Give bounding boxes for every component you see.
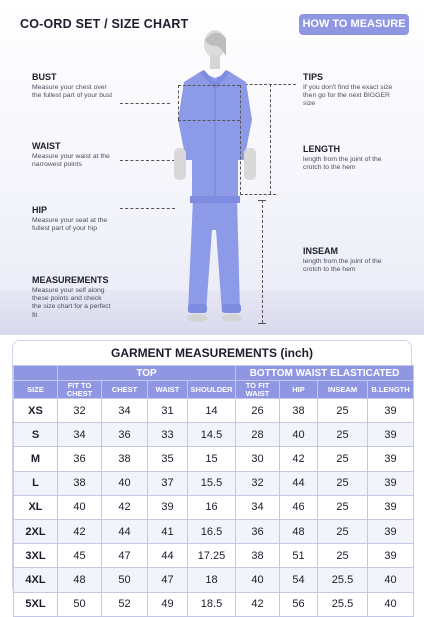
table-cell: 25 xyxy=(318,423,368,447)
table-cell: 34 xyxy=(236,495,280,519)
group-bottom: BOTTOM WAIST ELASTICATED xyxy=(236,366,414,381)
table-cell: 39 xyxy=(368,423,414,447)
table-cell: 31 xyxy=(148,399,188,423)
bust-guide-left xyxy=(178,85,179,120)
size-chart-table xyxy=(12,340,412,611)
table-cell: 38 xyxy=(58,471,102,495)
table-cell: 40 xyxy=(102,471,148,495)
table-cell: 42 xyxy=(236,592,280,616)
table-row xyxy=(14,423,414,447)
table-cell: 50 xyxy=(102,568,148,592)
table-cell: 25 xyxy=(318,447,368,471)
table-cell: 39 xyxy=(368,519,414,543)
group-spacer xyxy=(14,366,58,381)
table-cell: 44 xyxy=(102,519,148,543)
measurements-desc: Measure your self along these points and check the size chart for a perfect fit xyxy=(32,287,111,319)
table-cell: 52 xyxy=(102,592,148,616)
table-cell: 42 xyxy=(58,519,102,543)
table-cell: 50 xyxy=(58,592,102,616)
table-cell: 48 xyxy=(280,519,318,543)
bust-label: BUST xyxy=(32,72,57,82)
size-cell: L xyxy=(14,471,58,495)
length-desc: length from the joint of the crotch to the hem xyxy=(303,156,382,172)
table-cell: 14.5 xyxy=(188,423,236,447)
table-cell: 39 xyxy=(368,399,414,423)
waist-guide xyxy=(178,120,240,121)
col-header: TO FIT WAIST xyxy=(236,381,280,399)
size-cell: XS xyxy=(14,399,58,423)
inseam-desc: length from the joint of the crotch to the hem xyxy=(303,258,382,274)
table-cell: 18.5 xyxy=(188,592,236,616)
table-cell: 30 xyxy=(236,447,280,471)
waist-label: WAIST xyxy=(32,141,61,151)
table-cell: 39 xyxy=(368,544,414,568)
table-cell: 42 xyxy=(102,495,148,519)
table-cell: 18 xyxy=(188,568,236,592)
table-cell: 25.5 xyxy=(318,568,368,592)
table-cell: 36 xyxy=(58,447,102,471)
hip-label: HIP xyxy=(32,205,48,215)
table-cell: 40 xyxy=(280,423,318,447)
size-cell: S xyxy=(14,423,58,447)
table-cell: 25 xyxy=(318,519,368,543)
table-title: GARMENT MEASUREMENTS (inch) xyxy=(111,346,313,360)
table-cell: 16.5 xyxy=(188,519,236,543)
size-cell: 3XL xyxy=(14,544,58,568)
table-cell: 16 xyxy=(188,495,236,519)
size-cell: 4XL xyxy=(14,568,58,592)
table-cell: 25 xyxy=(318,471,368,495)
measurements-grid xyxy=(13,365,414,617)
table-cell: 38 xyxy=(280,399,318,423)
waist-desc: Measure your waist at the narrowest points xyxy=(32,153,110,169)
table-cell: 42 xyxy=(280,447,318,471)
table-cell: 35 xyxy=(148,447,188,471)
table-cell: 40 xyxy=(368,568,414,592)
page-title: CO-ORD SET / SIZE CHART xyxy=(20,17,189,31)
table-cell: 15.5 xyxy=(188,471,236,495)
table-cell: 49 xyxy=(148,592,188,616)
col-header: SHOULDER xyxy=(188,381,236,399)
table-cell: 34 xyxy=(58,423,102,447)
table-cell: 54 xyxy=(280,568,318,592)
length-line xyxy=(270,84,271,194)
tips-label: TIPS xyxy=(303,72,324,82)
table-cell: 39 xyxy=(148,495,188,519)
bust-desc: Measure your chest over the fullest part of your bust xyxy=(32,84,113,100)
table-row xyxy=(14,592,414,616)
table-cell: 26 xyxy=(236,399,280,423)
table-cell: 38 xyxy=(102,447,148,471)
table-row xyxy=(14,399,414,423)
table-cell: 39 xyxy=(368,471,414,495)
table-cell: 48 xyxy=(58,568,102,592)
table-row xyxy=(14,471,414,495)
table-cell: 51 xyxy=(280,544,318,568)
hip-desc: Measure your seat at the fullest part of your hip xyxy=(32,217,108,233)
col-header: INSEAM xyxy=(318,381,368,399)
table-cell: 39 xyxy=(368,447,414,471)
size-cell: 5XL xyxy=(14,592,58,616)
table-cell: 44 xyxy=(280,471,318,495)
table-cell: 56 xyxy=(280,592,318,616)
table-cell: 45 xyxy=(58,544,102,568)
bust-guide-right xyxy=(240,85,241,195)
how-to-measure-badge: HOW TO MEASURE xyxy=(299,14,409,35)
measurements-label: MEASUREMENTS xyxy=(32,275,109,285)
bust-guide xyxy=(178,85,240,86)
table-cell: 25 xyxy=(318,495,368,519)
col-header: WAIST xyxy=(148,381,188,399)
table-cell: 40 xyxy=(58,495,102,519)
col-header: CHEST xyxy=(102,381,148,399)
table-cell: 32 xyxy=(236,471,280,495)
table-cell: 25 xyxy=(318,399,368,423)
table-cell: 25.5 xyxy=(318,592,368,616)
inseam-label: INSEAM xyxy=(303,246,339,256)
table-cell: 40 xyxy=(368,592,414,616)
table-cell: 36 xyxy=(236,519,280,543)
table-row xyxy=(14,544,414,568)
table-cell: 34 xyxy=(102,399,148,423)
length-label: LENGTH xyxy=(303,144,340,154)
table-cell: 36 xyxy=(102,423,148,447)
table-cell: 47 xyxy=(148,568,188,592)
table-cell: 39 xyxy=(368,495,414,519)
col-header: HIP xyxy=(280,381,318,399)
table-row xyxy=(14,519,414,543)
table-cell: 14 xyxy=(188,399,236,423)
group-top: TOP xyxy=(58,366,236,381)
col-header: FIT TO CHEST xyxy=(58,381,102,399)
table-cell: 15 xyxy=(188,447,236,471)
table-cell: 38 xyxy=(236,544,280,568)
size-cell: XL xyxy=(14,495,58,519)
size-cell: M xyxy=(14,447,58,471)
table-cell: 46 xyxy=(280,495,318,519)
table-cell: 41 xyxy=(148,519,188,543)
table-row xyxy=(14,447,414,471)
table-cell: 32 xyxy=(58,399,102,423)
tips-desc: If you don't find the exact size then go for the next BIGGER size xyxy=(303,84,393,108)
table-row xyxy=(14,495,414,519)
table-cell: 25 xyxy=(318,544,368,568)
size-cell: 2XL xyxy=(14,519,58,543)
table-cell: 28 xyxy=(236,423,280,447)
table-row xyxy=(14,568,414,592)
table-cell: 17.25 xyxy=(188,544,236,568)
col-header: SIZE xyxy=(14,381,58,399)
mannequin-figure xyxy=(160,20,270,330)
table-cell: 33 xyxy=(148,423,188,447)
col-header: B.LENGTH xyxy=(368,381,414,399)
table-cell: 47 xyxy=(102,544,148,568)
table-cell: 37 xyxy=(148,471,188,495)
table-cell: 44 xyxy=(148,544,188,568)
table-cell: 40 xyxy=(236,568,280,592)
